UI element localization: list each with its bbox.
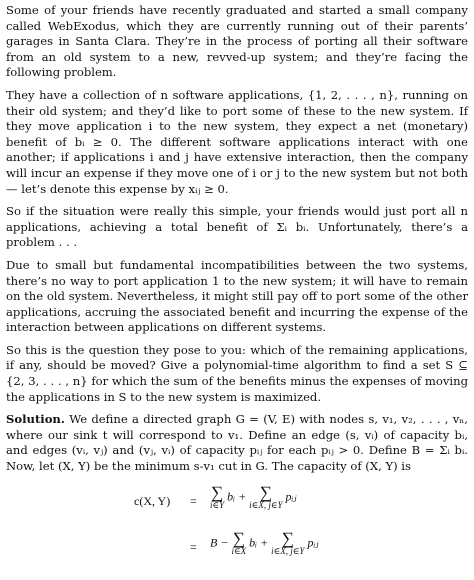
term-b-sub-i: bᵢ + — [227, 488, 247, 503]
capacity-equation — [6, 482, 468, 580]
sum-over-x — [231, 528, 247, 556]
term-p-sub-ij: pᵢⱼ — [307, 534, 319, 549]
sum-over-y — [210, 482, 225, 510]
sum-over-x-subscript: i∈X — [231, 545, 247, 556]
paragraph-intro: Some of your friends have recently graduated and started a small company called WebExodus, which they are currently running out of their parents’ garages in Santa Clara. They’re in the process of porting all their software from an old system to a new, revved-up system; and they’re facing the following problem. — [6, 3, 468, 80]
equation-equals-1: = — [190, 493, 197, 508]
term-b-sub-i: bᵢ + — [249, 534, 269, 549]
term-p-sub-ij: pᵢⱼ — [285, 488, 297, 503]
paragraph-problem-setup: They have a collection of n software applications, {1, 2, . . . , n}, running on their old system; and they’d like to port some of these to the new system. If they move application i to the new system, they expect a net (monetary) benefit of bᵢ ≥ 0. The different software applications interact with one another; if applications i and j have extensive interaction, then the company will incur an expense if they move one of i or j to the new system but not both — let’s denote this expense by xᵢⱼ ≥ 0. — [6, 87, 468, 196]
sum-over-x-y-subscript: i∈X, j∈Y — [271, 545, 305, 556]
sum-over-x-y — [271, 528, 305, 556]
paragraph-simple-case: So if the situation were really this simple, your friends would just port all n applications, achieving a total benefit of Σᵢ bᵢ. Unfortunately, there’s a problem . . . — [6, 204, 468, 250]
paragraph-incompatibility: Due to small but fundamental incompatibilities between the two systems, there’s no way to port application 1 to the new system; it will have to remain on the old system. Nevertheless, it might still pay off to port some of the other applications, accruing the associated benefit and incurring the expense of the interaction between applications on different systems. — [6, 257, 468, 335]
sigma-symbol: ∑ — [259, 482, 272, 502]
solution-text: We define a directed graph G = (V, E) with nodes s, v₁, v₂, . . . , vₙ, where our sink t will correspond to v₁. Define an edge (s, vᵢ) of capacity bᵢ, and edges (vᵢ, vⱼ) and (vⱼ, vᵢ) of capacity pᵢⱼ for each pᵢⱼ > 0. Define B = Σᵢ bᵢ. Now, let (X, Y) be the minimum s-v₁ cut in G. The capacity of (X, Y) is — [6, 412, 468, 474]
sigma-symbol: ∑ — [281, 528, 294, 548]
paragraph-question: So this is the question they pose to you: which of the remaining applications, if any, should be moved? Give a polynomial-time algorithm to find a set S ⊆ {2, 3, . . . , n} for which the sum of the benefits minus the expenses of moving the applications in S to the new system is maximized. — [6, 342, 468, 404]
sigma-symbol: ∑ — [211, 482, 224, 502]
sum-over-x-y-subscript: i∈X, j∈Y — [249, 499, 283, 510]
equation-lhs: c(X, Y) — [134, 493, 171, 508]
sum-over-y-subscript: i∈Y — [210, 499, 225, 510]
solution-label: Solution. — [6, 412, 65, 427]
equation-line-1 — [210, 482, 297, 510]
sigma-symbol: ∑ — [232, 528, 245, 548]
equation-line-2 — [210, 528, 319, 556]
solution-paragraph — [6, 412, 468, 474]
sum-over-x-y — [249, 482, 283, 510]
term-b-minus: B − — [210, 534, 229, 549]
equation-equals-2: = — [190, 539, 197, 554]
